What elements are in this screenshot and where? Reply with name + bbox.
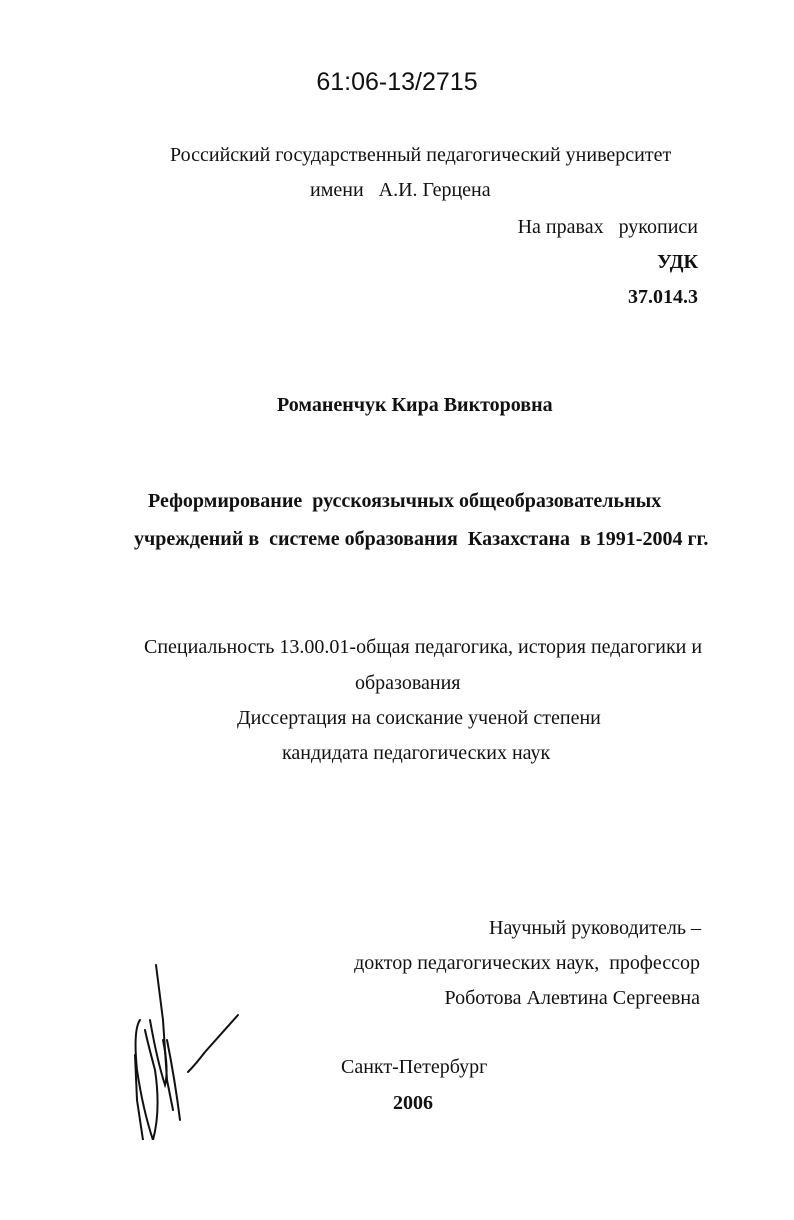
- supervisor-label: Научный руководитель –: [489, 917, 701, 939]
- specialty-line-1: Специальность 13.00.01-общая педагогика, история педагогики и: [144, 636, 703, 658]
- title-line-2: учреждений в системе образования Казахстана в 1991-2004 гг.: [134, 528, 709, 550]
- supervisor-name: Роботова Алевтина Сергеевна: [444, 987, 700, 1009]
- author-name: Романенчук Кира Викторовна: [277, 394, 553, 416]
- manuscript-rights: На правах рукописи: [517, 216, 698, 238]
- catalog-number: 61:06-13/2715: [316, 68, 478, 96]
- specialty-line-2: образования: [355, 672, 461, 694]
- institution-line-1: Российский государственный педагогический университет: [170, 144, 672, 166]
- city: Санкт-Петербург: [341, 1056, 488, 1078]
- udc-label: УДК: [657, 251, 698, 273]
- supervisor-degree: доктор педагогических наук, профессор: [354, 952, 700, 974]
- institution-line-2: имени А.И. Герцена: [310, 179, 491, 201]
- title-line-1: Реформирование русскоязычных общеобразовательных: [148, 490, 662, 512]
- udc-value: 37.014.3: [628, 286, 698, 308]
- degree-line-2: кандидата педагогических наук: [282, 742, 551, 764]
- degree-line-1: Диссертация на соискание ученой степени: [237, 707, 601, 729]
- signature-icon: [125, 960, 255, 1140]
- year: 2006: [393, 1092, 433, 1114]
